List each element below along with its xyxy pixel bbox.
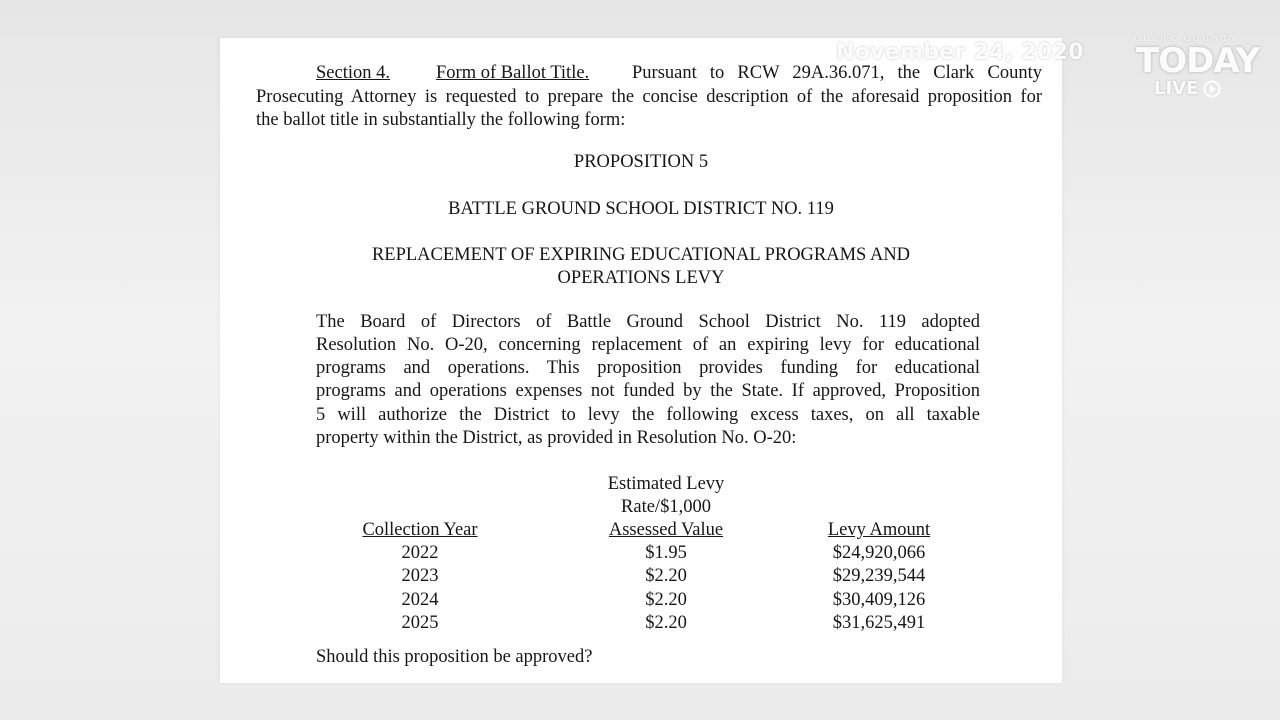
table-cell-year: 2023	[401, 566, 439, 586]
body-line-3: programs and operations. This proposition provides funding for educational	[316, 358, 980, 378]
body-line-4: programs and operations expenses not funded by the State. If approved, Proposition	[316, 381, 980, 401]
ballot-question: Should this proposition be approved?	[316, 647, 593, 667]
clark-county-today-logo	[1130, 34, 1260, 104]
section-label: Section 4.	[316, 63, 390, 83]
district-heading: BATTLE GROUND SCHOOL DISTRICT NO. 119	[448, 199, 834, 219]
logo-main-text: TODAY	[1136, 41, 1259, 81]
proposition-heading: PROPOSITION 5	[573, 152, 709, 172]
document-page	[220, 38, 1062, 683]
body-line-2: Resolution No. O-20, concerning replacement of an expiring levy for educational	[316, 335, 980, 355]
table-cell-year: 2022	[401, 543, 439, 563]
play-circle-icon	[1203, 80, 1221, 98]
intro-line-3: the ballot title in substantially the following form:	[256, 110, 626, 130]
table-cell-rate: $2.20	[645, 566, 687, 586]
header-levy-amount: Levy Amount	[827, 520, 931, 540]
intro-line-2: Prosecuting Attorney is requested to prepare the concise description of the aforesaid proposition for	[256, 87, 1042, 107]
header-collection-year: Collection Year	[362, 520, 478, 540]
header-assessed-value: Assessed Value	[608, 520, 724, 540]
table-cell-rate: $1.95	[645, 543, 687, 563]
table-cell-year: 2025	[401, 613, 439, 633]
rate-header-line-1: Estimated Levy	[607, 474, 725, 494]
table-cell-year: 2024	[401, 590, 439, 610]
rate-header-line-2: Rate/$1,000	[621, 497, 711, 517]
levy-heading-line-2: OPERATIONS LEVY	[557, 268, 725, 288]
body-line-6: property within the District, as provided in Resolution No. O-20:	[316, 428, 797, 448]
table-cell-rate: $2.20	[645, 613, 687, 633]
body-line-5: 5 will authorize the District to levy the following excess taxes, on all taxable	[316, 405, 980, 425]
table-cell-amount: $29,239,544	[832, 566, 926, 586]
intro-line-1: Pursuant to RCW 29A.36.071, the Clark County	[632, 63, 1042, 83]
logo-live-text: LIVE	[1154, 78, 1199, 99]
levy-heading-line-1: REPLACEMENT OF EXPIRING EDUCATIONAL PROGRAMS AND	[371, 245, 911, 265]
body-line-1: The Board of Directors of Battle Ground School District No. 119 adopted	[316, 312, 980, 332]
table-cell-amount: $31,625,491	[832, 613, 926, 633]
broadcast-date: November 24, 2020	[836, 40, 1084, 65]
table-cell-rate: $2.20	[645, 590, 687, 610]
section-title: Form of Ballot Title.	[436, 63, 590, 83]
table-cell-amount: $30,409,126	[832, 590, 926, 610]
table-cell-amount: $24,920,066	[832, 543, 926, 563]
logo-small-text: CLARK COUNTY	[1134, 34, 1239, 43]
